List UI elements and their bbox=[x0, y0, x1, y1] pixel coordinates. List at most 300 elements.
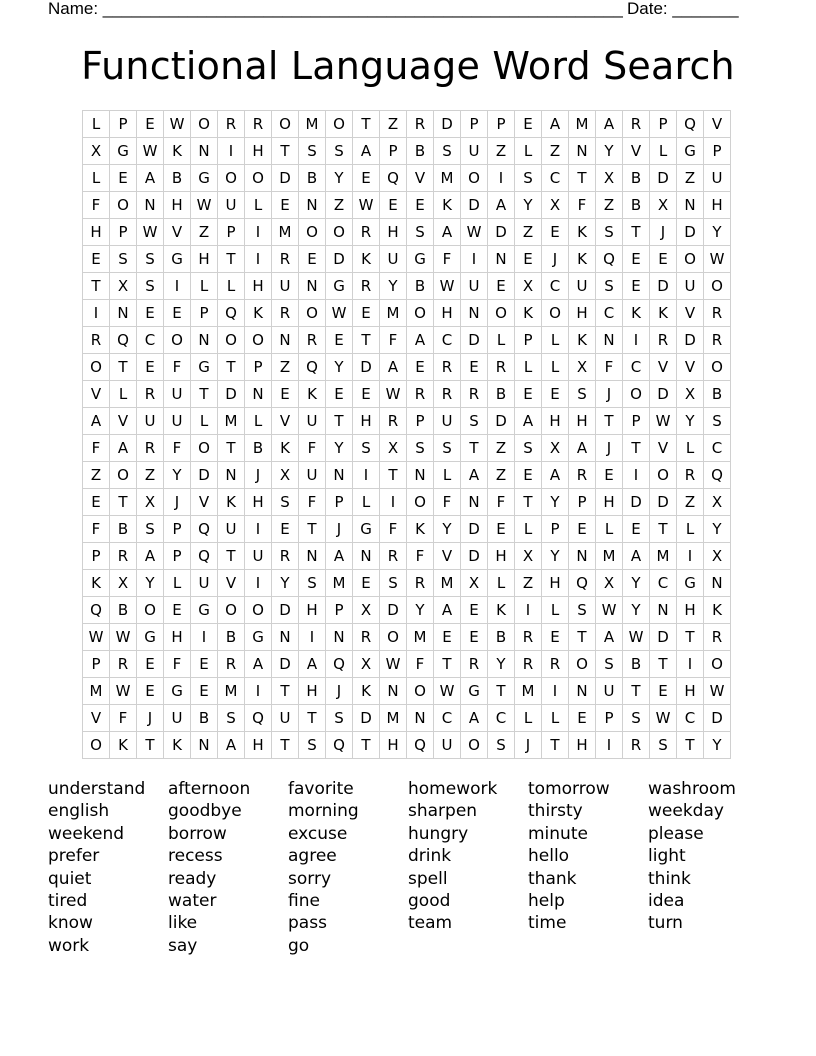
grid-cell[interactable]: V bbox=[110, 408, 137, 435]
grid-cell[interactable]: A bbox=[596, 111, 623, 138]
grid-cell[interactable]: R bbox=[272, 300, 299, 327]
grid-cell[interactable]: T bbox=[353, 732, 380, 759]
grid-cell[interactable]: T bbox=[380, 462, 407, 489]
grid-cell[interactable]: R bbox=[353, 624, 380, 651]
grid-cell[interactable]: A bbox=[218, 732, 245, 759]
grid-cell[interactable]: N bbox=[677, 192, 704, 219]
grid-cell[interactable]: V bbox=[164, 219, 191, 246]
grid-cell[interactable]: M bbox=[380, 705, 407, 732]
grid-cell[interactable]: H bbox=[488, 543, 515, 570]
grid-cell[interactable]: B bbox=[218, 624, 245, 651]
grid-cell[interactable]: S bbox=[623, 705, 650, 732]
grid-cell[interactable]: E bbox=[164, 597, 191, 624]
grid-cell[interactable]: R bbox=[110, 543, 137, 570]
grid-cell[interactable]: V bbox=[650, 354, 677, 381]
grid-cell[interactable]: R bbox=[353, 273, 380, 300]
grid-cell[interactable]: J bbox=[650, 219, 677, 246]
grid-cell[interactable]: L bbox=[218, 273, 245, 300]
grid-cell[interactable]: S bbox=[704, 408, 731, 435]
grid-cell[interactable]: T bbox=[353, 327, 380, 354]
grid-cell[interactable]: L bbox=[542, 597, 569, 624]
grid-cell[interactable]: E bbox=[569, 516, 596, 543]
grid-cell[interactable]: H bbox=[164, 192, 191, 219]
grid-cell[interactable]: D bbox=[650, 273, 677, 300]
grid-cell[interactable]: A bbox=[407, 327, 434, 354]
grid-cell[interactable]: G bbox=[164, 246, 191, 273]
grid-cell[interactable]: A bbox=[434, 219, 461, 246]
grid-cell[interactable]: X bbox=[596, 570, 623, 597]
grid-cell[interactable]: L bbox=[515, 516, 542, 543]
grid-cell[interactable]: Z bbox=[542, 138, 569, 165]
grid-cell[interactable]: H bbox=[434, 300, 461, 327]
grid-cell[interactable]: D bbox=[434, 111, 461, 138]
grid-cell[interactable]: H bbox=[677, 678, 704, 705]
grid-cell[interactable]: U bbox=[299, 408, 326, 435]
grid-cell[interactable]: D bbox=[272, 165, 299, 192]
grid-cell[interactable]: S bbox=[569, 381, 596, 408]
grid-cell[interactable]: R bbox=[461, 651, 488, 678]
grid-cell[interactable]: Q bbox=[380, 165, 407, 192]
grid-cell[interactable]: K bbox=[569, 327, 596, 354]
grid-cell[interactable]: R bbox=[461, 381, 488, 408]
grid-cell[interactable]: X bbox=[272, 462, 299, 489]
grid-cell[interactable]: Y bbox=[704, 516, 731, 543]
grid-cell[interactable]: I bbox=[245, 570, 272, 597]
grid-cell[interactable]: L bbox=[488, 327, 515, 354]
grid-cell[interactable]: U bbox=[164, 381, 191, 408]
grid-cell[interactable]: V bbox=[650, 435, 677, 462]
grid-cell[interactable]: W bbox=[110, 678, 137, 705]
grid-cell[interactable]: J bbox=[164, 489, 191, 516]
grid-cell[interactable]: U bbox=[272, 273, 299, 300]
grid-cell[interactable]: R bbox=[515, 624, 542, 651]
grid-cell[interactable]: X bbox=[542, 435, 569, 462]
grid-cell[interactable]: F bbox=[407, 651, 434, 678]
grid-cell[interactable]: F bbox=[299, 435, 326, 462]
grid-cell[interactable]: B bbox=[623, 651, 650, 678]
grid-cell[interactable]: O bbox=[218, 165, 245, 192]
grid-cell[interactable]: A bbox=[515, 408, 542, 435]
grid-cell[interactable]: V bbox=[434, 543, 461, 570]
grid-cell[interactable]: K bbox=[245, 300, 272, 327]
grid-cell[interactable]: Z bbox=[596, 192, 623, 219]
grid-cell[interactable]: N bbox=[650, 597, 677, 624]
grid-cell[interactable]: X bbox=[569, 354, 596, 381]
grid-cell[interactable]: H bbox=[299, 678, 326, 705]
grid-cell[interactable]: A bbox=[461, 705, 488, 732]
grid-cell[interactable]: F bbox=[299, 489, 326, 516]
grid-cell[interactable]: T bbox=[623, 219, 650, 246]
grid-cell[interactable]: E bbox=[488, 273, 515, 300]
grid-cell[interactable]: D bbox=[650, 624, 677, 651]
grid-cell[interactable]: O bbox=[164, 327, 191, 354]
grid-cell[interactable]: Q bbox=[110, 327, 137, 354]
grid-cell[interactable]: D bbox=[380, 597, 407, 624]
grid-cell[interactable]: H bbox=[704, 192, 731, 219]
grid-cell[interactable]: E bbox=[272, 192, 299, 219]
grid-cell[interactable]: O bbox=[245, 597, 272, 624]
grid-cell[interactable]: G bbox=[245, 624, 272, 651]
grid-cell[interactable]: P bbox=[245, 354, 272, 381]
grid-cell[interactable]: R bbox=[434, 354, 461, 381]
grid-cell[interactable]: O bbox=[299, 300, 326, 327]
grid-cell[interactable]: E bbox=[623, 516, 650, 543]
grid-cell[interactable]: I bbox=[245, 516, 272, 543]
grid-cell[interactable]: K bbox=[164, 732, 191, 759]
grid-cell[interactable]: S bbox=[299, 732, 326, 759]
grid-cell[interactable]: E bbox=[650, 246, 677, 273]
grid-cell[interactable]: P bbox=[650, 111, 677, 138]
grid-cell[interactable]: O bbox=[380, 624, 407, 651]
grid-cell[interactable]: U bbox=[299, 462, 326, 489]
grid-cell[interactable]: O bbox=[326, 111, 353, 138]
grid-cell[interactable]: P bbox=[569, 489, 596, 516]
grid-cell[interactable]: D bbox=[272, 651, 299, 678]
grid-cell[interactable]: R bbox=[407, 381, 434, 408]
grid-cell[interactable]: T bbox=[272, 678, 299, 705]
grid-cell[interactable]: T bbox=[272, 138, 299, 165]
grid-cell[interactable]: R bbox=[353, 219, 380, 246]
grid-cell[interactable]: P bbox=[191, 300, 218, 327]
grid-cell[interactable]: R bbox=[623, 111, 650, 138]
grid-cell[interactable]: O bbox=[110, 192, 137, 219]
grid-cell[interactable]: T bbox=[272, 732, 299, 759]
grid-cell[interactable]: I bbox=[515, 597, 542, 624]
grid-cell[interactable]: B bbox=[488, 624, 515, 651]
grid-cell[interactable]: R bbox=[542, 651, 569, 678]
grid-cell[interactable]: R bbox=[407, 570, 434, 597]
grid-cell[interactable]: N bbox=[191, 327, 218, 354]
grid-cell[interactable]: T bbox=[137, 732, 164, 759]
grid-cell[interactable]: W bbox=[137, 138, 164, 165]
grid-cell[interactable]: G bbox=[326, 273, 353, 300]
grid-cell[interactable]: N bbox=[272, 624, 299, 651]
grid-cell[interactable]: M bbox=[569, 111, 596, 138]
grid-cell[interactable]: N bbox=[353, 543, 380, 570]
grid-cell[interactable]: Y bbox=[515, 192, 542, 219]
grid-cell[interactable]: I bbox=[191, 624, 218, 651]
grid-cell[interactable]: I bbox=[677, 543, 704, 570]
grid-cell[interactable]: S bbox=[137, 516, 164, 543]
grid-cell[interactable]: M bbox=[596, 543, 623, 570]
grid-cell[interactable]: D bbox=[650, 165, 677, 192]
grid-cell[interactable]: T bbox=[623, 678, 650, 705]
grid-cell[interactable]: W bbox=[353, 192, 380, 219]
grid-cell[interactable]: E bbox=[353, 165, 380, 192]
grid-cell[interactable]: Q bbox=[704, 462, 731, 489]
grid-cell[interactable]: U bbox=[164, 705, 191, 732]
grid-cell[interactable]: L bbox=[542, 354, 569, 381]
grid-cell[interactable]: D bbox=[704, 705, 731, 732]
grid-cell[interactable]: R bbox=[137, 435, 164, 462]
grid-cell[interactable]: C bbox=[434, 705, 461, 732]
grid-cell[interactable]: G bbox=[353, 516, 380, 543]
grid-cell[interactable]: D bbox=[488, 408, 515, 435]
grid-cell[interactable]: E bbox=[137, 111, 164, 138]
grid-cell[interactable]: E bbox=[272, 516, 299, 543]
grid-cell[interactable]: O bbox=[299, 219, 326, 246]
grid-cell[interactable]: A bbox=[137, 165, 164, 192]
grid-cell[interactable]: P bbox=[110, 219, 137, 246]
grid-cell[interactable]: U bbox=[704, 165, 731, 192]
grid-cell[interactable]: R bbox=[704, 327, 731, 354]
grid-cell[interactable]: T bbox=[677, 624, 704, 651]
grid-cell[interactable]: Q bbox=[407, 732, 434, 759]
grid-cell[interactable]: R bbox=[218, 651, 245, 678]
grid-cell[interactable]: W bbox=[380, 651, 407, 678]
grid-cell[interactable]: M bbox=[650, 543, 677, 570]
grid-cell[interactable]: X bbox=[461, 570, 488, 597]
grid-cell[interactable]: E bbox=[515, 462, 542, 489]
grid-cell[interactable]: G bbox=[191, 165, 218, 192]
grid-cell[interactable]: N bbox=[272, 327, 299, 354]
grid-cell[interactable]: Y bbox=[596, 138, 623, 165]
grid-cell[interactable]: A bbox=[83, 408, 110, 435]
grid-cell[interactable]: S bbox=[515, 435, 542, 462]
grid-cell[interactable]: E bbox=[137, 678, 164, 705]
grid-cell[interactable]: H bbox=[569, 300, 596, 327]
grid-cell[interactable]: P bbox=[461, 111, 488, 138]
grid-cell[interactable]: N bbox=[596, 327, 623, 354]
grid-cell[interactable]: P bbox=[704, 138, 731, 165]
grid-cell[interactable]: O bbox=[569, 651, 596, 678]
grid-cell[interactable]: K bbox=[353, 246, 380, 273]
grid-cell[interactable]: C bbox=[488, 705, 515, 732]
grid-cell[interactable]: L bbox=[596, 516, 623, 543]
grid-cell[interactable]: L bbox=[434, 462, 461, 489]
grid-cell[interactable]: W bbox=[596, 597, 623, 624]
grid-cell[interactable]: B bbox=[407, 138, 434, 165]
grid-cell[interactable]: K bbox=[434, 192, 461, 219]
grid-cell[interactable]: E bbox=[299, 246, 326, 273]
grid-cell[interactable]: R bbox=[137, 381, 164, 408]
grid-cell[interactable]: H bbox=[245, 732, 272, 759]
grid-cell[interactable]: E bbox=[353, 381, 380, 408]
grid-cell[interactable]: O bbox=[245, 165, 272, 192]
grid-cell[interactable]: Q bbox=[191, 516, 218, 543]
grid-cell[interactable]: P bbox=[164, 543, 191, 570]
grid-cell[interactable]: I bbox=[83, 300, 110, 327]
grid-cell[interactable]: T bbox=[650, 651, 677, 678]
grid-cell[interactable]: E bbox=[326, 381, 353, 408]
grid-cell[interactable]: T bbox=[461, 435, 488, 462]
grid-cell[interactable]: Z bbox=[488, 435, 515, 462]
grid-cell[interactable]: S bbox=[272, 489, 299, 516]
grid-cell[interactable]: U bbox=[434, 408, 461, 435]
grid-cell[interactable]: X bbox=[704, 543, 731, 570]
grid-cell[interactable]: C bbox=[542, 273, 569, 300]
grid-cell[interactable]: E bbox=[569, 705, 596, 732]
grid-cell[interactable]: I bbox=[677, 651, 704, 678]
grid-cell[interactable]: P bbox=[326, 489, 353, 516]
grid-cell[interactable]: W bbox=[623, 624, 650, 651]
grid-cell[interactable]: T bbox=[218, 354, 245, 381]
grid-cell[interactable]: N bbox=[569, 678, 596, 705]
grid-cell[interactable]: X bbox=[596, 165, 623, 192]
grid-cell[interactable]: Z bbox=[677, 165, 704, 192]
grid-cell[interactable]: S bbox=[650, 732, 677, 759]
grid-cell[interactable]: U bbox=[596, 678, 623, 705]
grid-cell[interactable]: T bbox=[218, 435, 245, 462]
grid-cell[interactable]: L bbox=[191, 408, 218, 435]
grid-cell[interactable]: V bbox=[218, 570, 245, 597]
grid-cell[interactable]: S bbox=[299, 138, 326, 165]
grid-cell[interactable]: X bbox=[137, 489, 164, 516]
grid-cell[interactable]: D bbox=[326, 246, 353, 273]
grid-cell[interactable]: R bbox=[110, 651, 137, 678]
grid-cell[interactable]: F bbox=[434, 246, 461, 273]
grid-cell[interactable]: N bbox=[218, 462, 245, 489]
grid-cell[interactable]: O bbox=[218, 597, 245, 624]
grid-cell[interactable]: A bbox=[488, 192, 515, 219]
grid-cell[interactable]: U bbox=[380, 246, 407, 273]
grid-cell[interactable]: C bbox=[542, 165, 569, 192]
grid-cell[interactable]: T bbox=[299, 705, 326, 732]
grid-cell[interactable]: N bbox=[137, 192, 164, 219]
grid-cell[interactable]: D bbox=[461, 327, 488, 354]
grid-cell[interactable]: J bbox=[326, 516, 353, 543]
grid-cell[interactable]: Q bbox=[218, 300, 245, 327]
grid-cell[interactable]: C bbox=[137, 327, 164, 354]
grid-cell[interactable]: E bbox=[407, 354, 434, 381]
grid-cell[interactable]: O bbox=[461, 165, 488, 192]
grid-cell[interactable]: N bbox=[407, 462, 434, 489]
grid-cell[interactable]: O bbox=[542, 300, 569, 327]
grid-cell[interactable]: N bbox=[191, 732, 218, 759]
grid-cell[interactable]: B bbox=[110, 516, 137, 543]
grid-cell[interactable]: U bbox=[191, 570, 218, 597]
grid-cell[interactable]: P bbox=[623, 408, 650, 435]
grid-cell[interactable]: I bbox=[164, 273, 191, 300]
grid-cell[interactable]: H bbox=[245, 489, 272, 516]
grid-cell[interactable]: R bbox=[380, 543, 407, 570]
grid-cell[interactable]: L bbox=[110, 381, 137, 408]
grid-cell[interactable]: L bbox=[245, 192, 272, 219]
grid-cell[interactable]: E bbox=[353, 300, 380, 327]
grid-cell[interactable]: T bbox=[299, 516, 326, 543]
grid-cell[interactable]: L bbox=[677, 435, 704, 462]
grid-cell[interactable]: E bbox=[407, 192, 434, 219]
grid-cell[interactable]: S bbox=[353, 435, 380, 462]
grid-cell[interactable]: Q bbox=[299, 354, 326, 381]
grid-cell[interactable]: N bbox=[461, 300, 488, 327]
grid-cell[interactable]: O bbox=[650, 462, 677, 489]
grid-cell[interactable]: I bbox=[596, 732, 623, 759]
grid-cell[interactable]: L bbox=[83, 111, 110, 138]
grid-cell[interactable]: X bbox=[110, 273, 137, 300]
grid-cell[interactable]: U bbox=[164, 408, 191, 435]
grid-cell[interactable]: G bbox=[164, 678, 191, 705]
grid-cell[interactable]: L bbox=[353, 489, 380, 516]
grid-cell[interactable]: X bbox=[353, 597, 380, 624]
grid-cell[interactable]: X bbox=[515, 543, 542, 570]
grid-cell[interactable]: P bbox=[515, 327, 542, 354]
grid-cell[interactable]: S bbox=[299, 570, 326, 597]
grid-cell[interactable]: Y bbox=[704, 219, 731, 246]
grid-cell[interactable]: H bbox=[191, 246, 218, 273]
grid-cell[interactable]: H bbox=[380, 219, 407, 246]
grid-cell[interactable]: K bbox=[407, 516, 434, 543]
grid-cell[interactable]: G bbox=[461, 678, 488, 705]
grid-cell[interactable]: F bbox=[83, 516, 110, 543]
grid-cell[interactable]: L bbox=[515, 354, 542, 381]
grid-cell[interactable]: B bbox=[164, 165, 191, 192]
grid-cell[interactable]: T bbox=[677, 732, 704, 759]
grid-cell[interactable]: N bbox=[380, 678, 407, 705]
grid-cell[interactable]: A bbox=[245, 651, 272, 678]
grid-cell[interactable]: F bbox=[596, 354, 623, 381]
grid-cell[interactable]: E bbox=[461, 624, 488, 651]
grid-cell[interactable]: O bbox=[488, 300, 515, 327]
grid-cell[interactable]: A bbox=[569, 435, 596, 462]
grid-cell[interactable]: E bbox=[623, 246, 650, 273]
grid-cell[interactable]: L bbox=[542, 327, 569, 354]
grid-cell[interactable]: Y bbox=[623, 597, 650, 624]
grid-cell[interactable]: D bbox=[461, 516, 488, 543]
grid-cell[interactable]: J bbox=[596, 381, 623, 408]
grid-cell[interactable]: S bbox=[461, 408, 488, 435]
grid-cell[interactable]: I bbox=[488, 165, 515, 192]
grid-cell[interactable]: S bbox=[326, 138, 353, 165]
grid-cell[interactable]: S bbox=[488, 732, 515, 759]
grid-cell[interactable]: J bbox=[137, 705, 164, 732]
grid-cell[interactable]: K bbox=[353, 678, 380, 705]
grid-cell[interactable]: E bbox=[488, 516, 515, 543]
grid-cell[interactable]: V bbox=[407, 165, 434, 192]
grid-cell[interactable]: B bbox=[245, 435, 272, 462]
grid-cell[interactable]: O bbox=[704, 273, 731, 300]
grid-cell[interactable]: A bbox=[596, 624, 623, 651]
grid-cell[interactable]: K bbox=[569, 246, 596, 273]
grid-cell[interactable]: X bbox=[83, 138, 110, 165]
grid-cell[interactable]: I bbox=[299, 624, 326, 651]
grid-cell[interactable]: W bbox=[704, 678, 731, 705]
grid-cell[interactable]: N bbox=[461, 489, 488, 516]
grid-cell[interactable]: O bbox=[407, 300, 434, 327]
grid-cell[interactable]: S bbox=[596, 273, 623, 300]
grid-cell[interactable]: X bbox=[704, 489, 731, 516]
grid-cell[interactable]: U bbox=[272, 705, 299, 732]
grid-cell[interactable]: N bbox=[326, 624, 353, 651]
grid-cell[interactable]: E bbox=[542, 381, 569, 408]
grid-cell[interactable]: L bbox=[191, 273, 218, 300]
grid-cell[interactable]: M bbox=[218, 678, 245, 705]
grid-cell[interactable]: R bbox=[272, 246, 299, 273]
grid-cell[interactable]: P bbox=[83, 651, 110, 678]
grid-cell[interactable]: R bbox=[677, 462, 704, 489]
grid-cell[interactable]: H bbox=[299, 597, 326, 624]
grid-cell[interactable]: R bbox=[380, 408, 407, 435]
grid-cell[interactable]: Y bbox=[407, 597, 434, 624]
grid-cell[interactable]: O bbox=[677, 246, 704, 273]
grid-cell[interactable]: G bbox=[191, 597, 218, 624]
grid-cell[interactable]: K bbox=[515, 300, 542, 327]
grid-cell[interactable]: O bbox=[461, 732, 488, 759]
grid-cell[interactable]: L bbox=[83, 165, 110, 192]
grid-cell[interactable]: U bbox=[461, 138, 488, 165]
grid-cell[interactable]: E bbox=[353, 570, 380, 597]
grid-cell[interactable]: T bbox=[596, 408, 623, 435]
grid-cell[interactable]: E bbox=[137, 354, 164, 381]
grid-cell[interactable]: R bbox=[245, 111, 272, 138]
grid-cell[interactable]: R bbox=[488, 354, 515, 381]
grid-cell[interactable]: H bbox=[164, 624, 191, 651]
grid-cell[interactable]: K bbox=[569, 219, 596, 246]
grid-cell[interactable]: H bbox=[596, 489, 623, 516]
grid-cell[interactable]: R bbox=[299, 327, 326, 354]
grid-cell[interactable]: G bbox=[677, 138, 704, 165]
grid-cell[interactable]: Z bbox=[488, 462, 515, 489]
